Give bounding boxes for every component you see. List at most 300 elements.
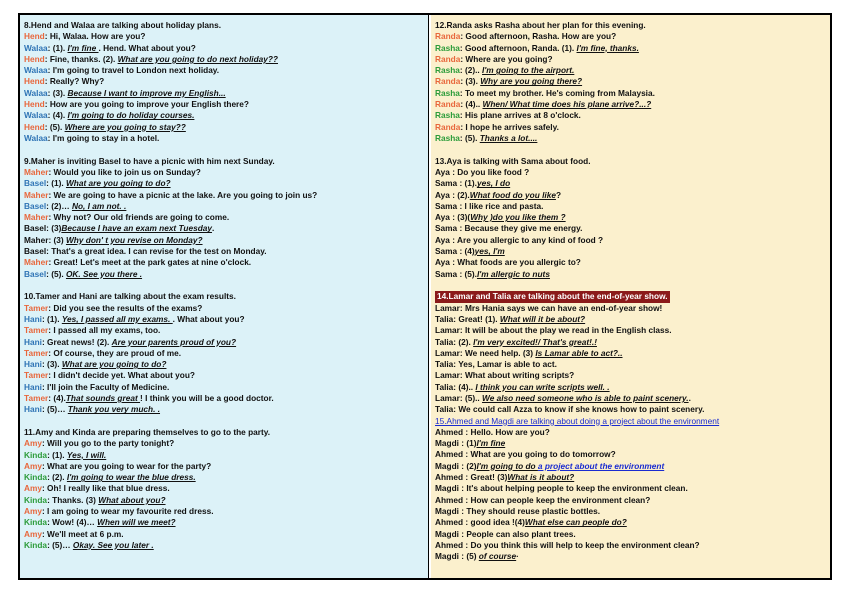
answer-text: of course — [478, 551, 517, 562]
speaker-name: Ahmed — [435, 426, 464, 437]
dialogue-line — [24, 246, 424, 257]
speaker-name: Hani — [24, 359, 42, 370]
speaker-name: Talia — [435, 381, 454, 392]
line-text: : I'm going to stay in a hotel. — [47, 132, 160, 143]
answer-text: Thank you very much. . — [67, 404, 161, 415]
dialogue-line — [24, 88, 424, 99]
speaker-name: Aya — [435, 189, 450, 200]
speaker-name: Lamar — [435, 302, 460, 313]
dialogue-line — [24, 65, 424, 76]
line-text: : Do you like food ? — [449, 166, 530, 177]
answer-text: When will we meet? — [97, 517, 176, 528]
speaker-name: Rasha — [435, 65, 460, 76]
speaker-name: Aya — [435, 166, 450, 177]
dialogue-line — [24, 540, 424, 551]
line-text: : I'll join the Faculty of Medicine. — [41, 381, 170, 392]
dialogue-line — [435, 359, 826, 370]
line-text: . Hend. What about you? — [98, 42, 196, 53]
speaker-name: Magdi — [435, 551, 459, 562]
line-text: : I hope he arrives safely. — [460, 121, 559, 132]
speaker-name: Maher — [24, 234, 49, 245]
line-text: : (5). — [459, 132, 480, 143]
dialogue-line — [24, 438, 424, 449]
line-text: : Good afternoon, Randa. (1). — [459, 42, 577, 53]
dialogue-line — [24, 54, 424, 65]
answer-text: I'm very excited!/ That's great!.! — [473, 336, 597, 347]
line-text: . — [688, 392, 691, 403]
answer-text: Because I want to improve my English... — [67, 87, 226, 98]
dialogue-line — [435, 303, 826, 314]
answer-text: What food do you like — [469, 189, 556, 200]
line-text: : (1) — [458, 438, 477, 449]
line-text: : We need help. (3) — [459, 347, 536, 358]
speaker-name: Talia — [435, 336, 454, 347]
answer-text: Yes, I passed all my exams. — [61, 313, 173, 324]
dialogue-line — [24, 337, 424, 348]
dialogue-line — [435, 325, 826, 336]
dialogue-line — [24, 31, 424, 42]
line-text: : Great news! (2). — [41, 336, 112, 347]
answer-text: I'm fine, thanks. — [576, 42, 639, 53]
dialogue-line — [435, 43, 826, 54]
answer-text: yes, I'm — [474, 246, 505, 257]
dialogue-section — [435, 156, 826, 280]
line-text: : (3). — [41, 359, 62, 370]
speaker-name: Magdi — [435, 438, 459, 449]
speaker-name: Lamar — [435, 370, 460, 381]
line-text: : (5)… — [47, 539, 73, 550]
line-text: : Would you like to join us on Sunday? — [48, 166, 201, 177]
dialogue-line — [435, 314, 826, 325]
dialogue-section — [24, 20, 424, 144]
speaker-name: Sama — [435, 246, 458, 257]
answer-text: What about you? — [98, 494, 166, 505]
answer-text: Are your parents proud of you? — [111, 336, 237, 347]
dialogue-line — [24, 269, 424, 280]
right-column — [431, 15, 830, 578]
dialogue-line — [435, 235, 826, 246]
dialogue-line — [435, 348, 826, 359]
answer-text: What are you going to do? — [65, 178, 171, 189]
line-text: : Of course, they are proud of me. — [48, 347, 182, 358]
line-text: : (5). — [46, 268, 66, 279]
left-column — [20, 15, 429, 578]
line-text: : Are you allergic to any kind of food ? — [449, 234, 604, 245]
dialogue-line — [24, 450, 424, 461]
speaker-name: Hend — [24, 53, 45, 64]
line-text: : (3)( — [449, 212, 471, 223]
line-text: : People can also plant trees. — [458, 528, 576, 539]
speaker-name: Sama — [435, 268, 458, 279]
speaker-name: Hani — [24, 404, 42, 415]
dialogue-line — [435, 370, 826, 381]
answer-text: What are you going to do? — [61, 359, 167, 370]
line-text: : Great! Let's meet at the park gates at nine o'clock. — [48, 257, 252, 268]
answer-text: Yes, I will. — [66, 449, 107, 460]
line-text: : Do you think this will help to keep the environment clean? — [463, 539, 700, 550]
line-text: : I am going to wear my favourite red dress. — [41, 506, 214, 517]
speaker-name: Hend — [24, 99, 45, 110]
answer-text: Where are you going to stay?? — [64, 121, 186, 132]
speaker-name: Rasha — [435, 42, 460, 53]
speaker-name: Aya — [435, 212, 450, 223]
dialogue-line — [24, 201, 424, 212]
line-text: : (1). — [457, 178, 477, 189]
answer-text: That sounds great — [65, 392, 141, 403]
speaker-name: Sama — [435, 200, 458, 211]
section-title: 14.Lamar and Talia are talking about the end-of-year show. — [437, 291, 668, 302]
dialogue-line — [435, 449, 826, 460]
line-text: : (3). — [47, 87, 68, 98]
section-title: 12.Randa asks Rasha about her plan for this evening. — [435, 20, 646, 30]
line-text: : Thanks. (3) — [47, 494, 99, 505]
speaker-name: Magdi — [435, 528, 459, 539]
dialogue-line — [24, 382, 424, 393]
line-text: : (5)… — [41, 404, 68, 415]
answer-text: What is it about? — [507, 472, 575, 483]
dialogue-section — [435, 291, 826, 415]
answer-text: a project about the environment — [537, 460, 665, 471]
line-text: : (3) — [46, 223, 62, 234]
dialogue-line — [24, 303, 424, 314]
dialogue-line — [24, 178, 424, 189]
line-text: : (4). — [48, 392, 66, 403]
dialogue-line — [24, 43, 424, 54]
dialogue-line — [435, 167, 826, 178]
line-text: : Fine, thanks. (2). — [44, 53, 118, 64]
line-text: : It will be about the play we read in the English class. — [459, 325, 672, 336]
speaker-name: Talia — [435, 313, 454, 324]
dialogue-line — [435, 246, 826, 257]
speaker-name: Hani — [24, 336, 42, 347]
line-text: : I'm going to travel to London next holiday. — [47, 65, 220, 76]
line-text: : To meet my brother. He's coming from Malaysia. — [459, 87, 655, 98]
dialogue-section — [24, 156, 424, 280]
section-title: 15.Ahmed and Magdi are talking about doing a project about the environment — [435, 415, 720, 426]
speaker-name: Randa — [435, 53, 461, 64]
answer-text: I'm going to the airport. — [482, 65, 575, 76]
speaker-name: Amy — [24, 483, 42, 494]
line-text: : (4).. — [460, 99, 483, 110]
speaker-name: Aya — [435, 257, 450, 268]
dialogue-line — [24, 235, 424, 246]
answer-text: Why are you going there? — [480, 76, 583, 87]
dialogue-section — [435, 20, 826, 144]
speaker-name: Basel — [24, 223, 47, 234]
answer-text: Why don' t you revise on Monday? — [65, 234, 203, 245]
speaker-name: Kinda — [24, 517, 48, 528]
dialogue-line — [435, 212, 826, 223]
answer-text: OK. See you there . — [65, 268, 143, 279]
dialogue-line — [435, 54, 826, 65]
answer-text: Thanks a lot.... — [479, 132, 538, 143]
line-text: : What about writing scripts? — [459, 370, 575, 381]
speaker-name: Sama — [435, 223, 458, 234]
answer-text: I'm going to do holiday courses. — [67, 110, 195, 121]
line-text: : good idea !(4) — [463, 517, 525, 528]
dialogue-line — [24, 133, 424, 144]
speaker-name: Rasha — [435, 87, 460, 98]
speaker-name: Randa — [435, 99, 461, 110]
speaker-name: Aya — [435, 234, 450, 245]
answer-text: What are you going to do next holiday?? — [117, 53, 278, 64]
dialogue-line — [24, 325, 424, 336]
dialogue-line — [435, 461, 826, 472]
speaker-name: Amy — [24, 460, 42, 471]
line-text: : (5).. — [459, 392, 483, 403]
dialogue-line — [24, 495, 424, 506]
section-title: 11.Amy and Kinda are preparing themselves to go to the party. — [24, 426, 271, 437]
dialogue-line — [435, 393, 826, 404]
speaker-name: Hani — [24, 313, 42, 324]
speaker-name: Maher — [24, 189, 49, 200]
answer-text: I'm fine — [67, 42, 99, 53]
speaker-name: Maher — [24, 166, 49, 177]
answer-text: I'm going to do — [476, 460, 538, 471]
speaker-name: Walaa — [24, 132, 48, 143]
line-text: : It's about helping people to keep the environment clean. — [458, 483, 688, 494]
answer-text: What else can people do? — [524, 517, 627, 528]
line-text: : (5) — [458, 551, 479, 562]
line-text: . — [212, 223, 215, 234]
dialogue-line — [435, 133, 826, 144]
answer-text: Is Lamar able to act?.. — [535, 347, 623, 358]
dialogue-line — [24, 393, 424, 404]
speaker-name: Magdi — [435, 483, 459, 494]
dialogue-line — [435, 31, 826, 42]
speaker-name: Kinda — [24, 449, 48, 460]
speaker-name: Basel — [24, 178, 47, 189]
dialogue-line — [435, 257, 826, 268]
speaker-name: Maher — [24, 257, 49, 268]
speaker-name: Talia — [435, 359, 454, 370]
line-text: : That's a great idea. I can revise for the test on Monday. — [46, 246, 267, 257]
line-text: : Yes, Lamar is able to act. — [453, 359, 557, 370]
speaker-name: Walaa — [24, 65, 48, 76]
line-text: . What about you? — [172, 313, 245, 324]
answer-text: Because I have an exam next Tuesday — [61, 223, 213, 234]
dialogue-line — [435, 427, 826, 438]
section-title: 8.Hend and Walaa are talking about holiday plans. — [24, 20, 222, 30]
line-text: : What foods are you allergic to? — [449, 257, 581, 268]
answer-text: When/ What time does his plane arrive?...? — [482, 99, 652, 110]
answer-text: No, I am not. . — [71, 200, 127, 211]
dialogue-line — [435, 495, 826, 506]
dialogue-line — [24, 529, 424, 540]
dialogue-line — [24, 212, 424, 223]
answer-text: I'm allergic to nuts — [476, 268, 550, 279]
line-text: : (2). — [453, 336, 474, 347]
line-text: : Did you see the results of the exams? — [48, 302, 203, 313]
dialogue-line — [435, 110, 826, 121]
speaker-name: Basel — [24, 268, 47, 279]
line-text: : Wow! (4)… — [47, 517, 98, 528]
speaker-name: Basel — [24, 200, 47, 211]
dialogue-section — [24, 427, 424, 551]
answer-text: What will it be about? — [499, 313, 586, 324]
dialogue-line — [435, 99, 826, 110]
line-text: : (2) — [458, 460, 477, 471]
line-text: : What are you going to do tomorrow? — [463, 449, 616, 460]
line-text: : (5). — [44, 121, 65, 132]
speaker-name: Talia — [435, 404, 454, 415]
speaker-name: Tamer — [24, 347, 49, 358]
line-text: : (4) — [457, 246, 475, 257]
line-text: : Will you go to the party tonight? — [41, 438, 175, 449]
speaker-name: Walaa — [24, 42, 48, 53]
speaker-name: Magdi — [435, 460, 459, 471]
line-text: : Oh! I really like that blue dress. — [41, 483, 170, 494]
dialogue-section — [435, 416, 826, 563]
dialogue-line — [435, 201, 826, 212]
answer-text: Why )do you like them ? — [470, 212, 566, 223]
line-text: : (3) — [48, 234, 66, 245]
line-text: : We are going to have a picnic at the lake. Are you going to join us? — [48, 189, 318, 200]
line-text: : How are you going to improve your English there? — [44, 99, 249, 110]
answer-text: I think you can write scripts well. . — [475, 381, 610, 392]
line-text: : (1). — [47, 42, 68, 53]
dialogue-line — [435, 88, 826, 99]
line-text: : I didn't decide yet. What about you? — [48, 370, 196, 381]
line-text: : They should reuse plastic bottles. — [458, 505, 601, 516]
dialogue-line — [435, 178, 826, 189]
line-text: : Hi, Walaa. How are you? — [44, 31, 146, 42]
line-text: : (1). — [47, 449, 67, 460]
line-text: : (2).. — [459, 65, 483, 76]
dialogue-line — [435, 472, 826, 483]
dialogue-line — [24, 517, 424, 528]
speaker-name: Tamer — [24, 370, 49, 381]
dialogue-line — [24, 348, 424, 359]
dialogue-line — [24, 76, 424, 87]
dialogue-line — [24, 472, 424, 483]
dialogue-line — [435, 269, 826, 280]
speaker-name: Magdi — [435, 505, 459, 516]
dialogue-line — [24, 506, 424, 517]
dialogue-line — [435, 483, 826, 494]
line-text: : I like rice and pasta. — [457, 200, 544, 211]
speaker-name: Ahmed — [435, 472, 464, 483]
speaker-name: Amy — [24, 528, 42, 539]
dialogue-line — [24, 257, 424, 268]
line-text: : Because they give me energy. — [457, 223, 583, 234]
line-text: : (1). — [41, 313, 62, 324]
speaker-name: Hend — [24, 121, 45, 132]
dialogue-line — [24, 167, 424, 178]
speaker-name: Kinda — [24, 494, 48, 505]
speaker-name: Rasha — [435, 110, 460, 121]
line-text: : (1). — [46, 178, 66, 189]
line-text: : (5). — [457, 268, 477, 279]
dialogue-line — [24, 122, 424, 133]
line-text: ! I think you will be a good doctor. — [140, 392, 274, 403]
dialogue-line — [435, 517, 826, 528]
answer-text: I'm going to wear the blue dress. — [66, 472, 196, 483]
dialogue-line — [435, 404, 826, 415]
speaker-name: Lamar — [435, 325, 460, 336]
dialogue-line — [24, 99, 424, 110]
dialogue-section — [24, 291, 424, 415]
line-text: : (2)… — [46, 200, 72, 211]
line-text: : Good afternoon, Rasha. How are you? — [460, 31, 617, 42]
line-text: : Hello. How are you? — [463, 426, 550, 437]
line-text: : I passed all my exams, too. — [48, 325, 161, 336]
line-text: : Great! (1). — [453, 313, 500, 324]
line-text: : Really? Why? — [44, 76, 105, 87]
speaker-name: Rasha — [435, 132, 460, 143]
dialogue-line — [435, 529, 826, 540]
line-text: : Mrs Hania says we can have an end-of-year show! — [459, 302, 663, 313]
section-title: 13.Aya is talking with Sama about food. — [435, 155, 591, 166]
speaker-name: Sama — [435, 178, 458, 189]
line-text: : His plane arrives at 8 o'clock. — [459, 110, 581, 121]
speaker-name: Randa — [435, 31, 461, 42]
answer-text: I'm fine — [476, 438, 506, 449]
line-text: : (3). — [460, 76, 481, 87]
speaker-name: Hend — [24, 31, 45, 42]
dialogue-line — [435, 382, 826, 393]
speaker-name: Hani — [24, 381, 42, 392]
line-text: : Where are you going? — [460, 53, 553, 64]
dialogue-line — [24, 461, 424, 472]
dialogue-line — [435, 337, 826, 348]
line-text: : We'll meet at 6 p.m. — [41, 528, 124, 539]
line-text: : (2). — [47, 472, 67, 483]
dialogue-line — [24, 110, 424, 121]
dialogue-line — [24, 359, 424, 370]
dialogue-line — [435, 76, 826, 87]
line-text: ? — [555, 189, 562, 200]
line-text: : (4).. — [453, 381, 476, 392]
answer-text: Okay. See you later . — [72, 539, 154, 550]
section-title: 10.Tamer and Hani are talking about the exam results. — [24, 291, 236, 302]
speaker-name: Kinda — [24, 539, 48, 550]
dialogue-line — [435, 540, 826, 551]
dialogue-line — [24, 314, 424, 325]
line-text: : We could call Azza to know if she knows how to paint scenery. — [453, 404, 705, 415]
speaker-name: Amy — [24, 506, 42, 517]
speaker-name: Lamar — [435, 347, 460, 358]
speaker-name: Maher — [24, 212, 49, 223]
speaker-name: Tamer — [24, 302, 49, 313]
dialogue-line — [435, 551, 826, 562]
speaker-name: Ahmed — [435, 517, 464, 528]
speaker-name: Kinda — [24, 472, 48, 483]
dialogue-line — [435, 122, 826, 133]
line-text: · — [516, 551, 519, 562]
line-text: : What are you going to wear for the party? — [41, 460, 212, 471]
speaker-name: Tamer — [24, 392, 49, 403]
dialogue-line — [435, 190, 826, 201]
speaker-name: Randa — [435, 121, 461, 132]
speaker-name: Walaa — [24, 87, 48, 98]
speaker-name: Tamer — [24, 325, 49, 336]
answer-text: yes, I do — [476, 178, 511, 189]
dialogue-line — [24, 223, 424, 234]
dialogue-line — [435, 223, 826, 234]
line-text: : Great! (3) — [463, 472, 508, 483]
speaker-name: Hend — [24, 76, 45, 87]
dialogue-line — [435, 438, 826, 449]
speaker-name: Ahmed — [435, 494, 464, 505]
line-text: : How can people keep the environment clean? — [463, 494, 651, 505]
speaker-name: Ahmed — [435, 539, 464, 550]
dialogue-line — [24, 370, 424, 381]
speaker-name: Lamar — [435, 392, 460, 403]
speaker-name: Randa — [435, 76, 461, 87]
section-title: 9.Maher is inviting Basel to have a picnic with him next Sunday. — [24, 155, 275, 166]
answer-text: We also need someone who is able to paint scenery. — [482, 392, 689, 403]
